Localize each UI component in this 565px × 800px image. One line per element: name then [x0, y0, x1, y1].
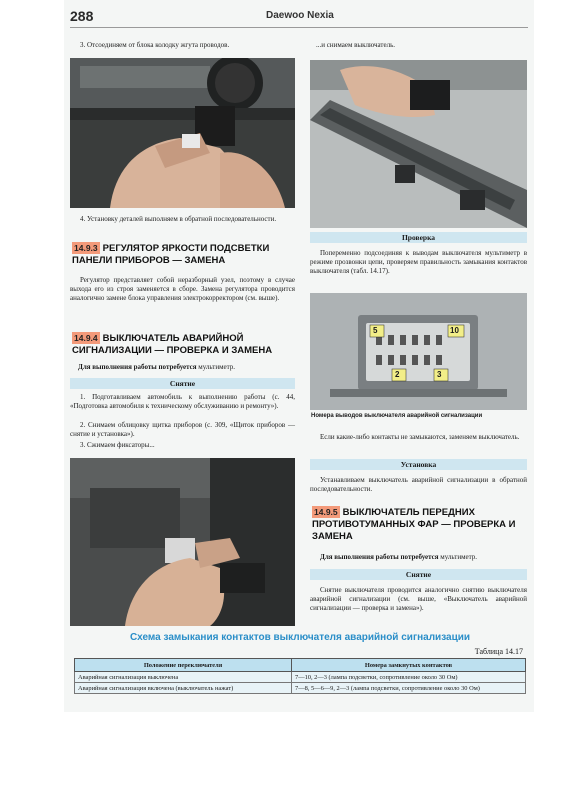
table-header-row: [75, 659, 526, 672]
section-title: ВЫКЛЮЧАТЕЛЬ ПЕРЕДНИХ ПРОТИВОТУМАННЫХ ФАР — ПРОВЕРКА И ЗАМЕНА: [312, 507, 516, 542]
scheme-title: Схема замыкания контактов выключателя аварийной сигнализации: [129, 632, 471, 643]
tools-label: Для выполнения работы потребуется: [78, 363, 197, 371]
section-number: 14.9.3: [74, 243, 98, 253]
pin-label-3: 3: [437, 370, 442, 379]
section-14-9-5-heading: [312, 506, 527, 543]
page-number: 288: [70, 8, 94, 24]
removal-step-1: 1. Подготавливаем автомобиль к выполнению работы (с. 44, «Подготовка автомобиля к техническому обслуживанию и ремонту»).: [70, 393, 295, 410]
table-header-contacts: Номера замкнутых контактов: [292, 659, 526, 672]
tools-label: Для выполнения работы потребуется: [320, 553, 439, 561]
section-14-9-3-text: Регулятор представляет собой неразборный узел, поэтому в случае выхода его из строя заменяется в сборе. Замена регулятора проводится аналогично замене блока управления электрокорректором (см. выше).: [70, 276, 295, 302]
removal-text-right: Снятие выключателя проводится аналогично снятию выключателя аварийной сигнализации (см. выше, «Выключатель аварийной сигнализации — проверка и замена»).: [310, 586, 527, 612]
tools-value: мультиметр.: [198, 363, 236, 371]
section-title: ВЫКЛЮЧАТЕЛЬ АВАРИЙНОЙ СИГНАЛИЗАЦИИ — ПРОВЕРКА И ЗАМЕНА: [72, 333, 273, 356]
header-rule: [70, 27, 528, 28]
section-14-9-3-heading: [72, 242, 297, 267]
photo-squeeze-latches: [70, 458, 295, 626]
section-14-9-4-heading: [72, 332, 297, 357]
removal-band: Снятие: [70, 378, 295, 389]
pin-caption: Номера выводов выключателя аварийной сигнализации: [311, 413, 483, 419]
install-band: Установка: [310, 459, 527, 470]
photo-switch-pins: [310, 293, 527, 410]
pin-label-5: 5: [373, 326, 378, 335]
table-cell: 7—8, 5—6—9, 2—3 (лампа подсветки, сопротивление около 30 Ом): [292, 683, 526, 694]
install-text: Устанавливаем выключатель аварийной сигнализации в обратной последовательности.: [310, 476, 527, 493]
check-band: Проверка: [310, 232, 527, 243]
section-number: 14.9.5: [314, 507, 338, 517]
section-title: РЕГУЛЯТОР ЯРКОСТИ ПОДСВЕТКИ ПАНЕЛИ ПРИБОРОВ — ЗАМЕНА: [72, 243, 270, 266]
table-cell: Аварийная сигнализация включена (выключатель нажат): [75, 683, 292, 694]
photo-switch-removed: [310, 60, 527, 228]
removal-band-right: Снятие: [310, 569, 527, 580]
photo-connector-removal: [70, 58, 295, 208]
fail-text: Если какие-либо контакты не замыкаются, заменяем выключатель.: [320, 433, 520, 441]
step-4-text: 4. Установку деталей выполняем в обратной последовательности.: [80, 215, 277, 223]
pin-label-2: 2: [395, 370, 400, 379]
table-cell: Аварийная сигнализация выключена: [75, 672, 292, 683]
running-title: Daewoo Nexia: [266, 10, 334, 21]
section-number: 14.9.4: [74, 333, 98, 343]
tools-required-right: [320, 553, 527, 562]
tools-value: мультиметр.: [440, 553, 478, 561]
table-row: [75, 683, 526, 694]
tools-required: [78, 363, 298, 372]
removal-step-2: 2. Снимаем облицовку щитка приборов (с. 309, «Щиток приборов — снятие и установка»).: [70, 421, 295, 438]
table-row: [75, 672, 526, 683]
pin-label-10: 10: [450, 326, 459, 335]
check-text: Попеременно подсоединяя к выводам выключателя мультиметр в режиме прозвонки цепи, проверяем правильность замыкания контактов выключателя (табл. 14.17).: [310, 249, 527, 275]
contacts-table: [74, 658, 526, 694]
caption-top: ...и снимаем выключатель.: [316, 41, 396, 49]
table-cell: 7—10, 2—3 (лампа подсветки, сопротивление около 30 Ом): [292, 672, 526, 683]
removal-step-3: 3. Сжимаем фиксаторы...: [80, 441, 155, 449]
step-3-text: 3. Отсоединяем от блока колодку жгута проводов.: [80, 41, 230, 49]
table-number: Таблица 14.17: [474, 647, 523, 656]
table-header-position: Положение переключателя: [75, 659, 292, 672]
